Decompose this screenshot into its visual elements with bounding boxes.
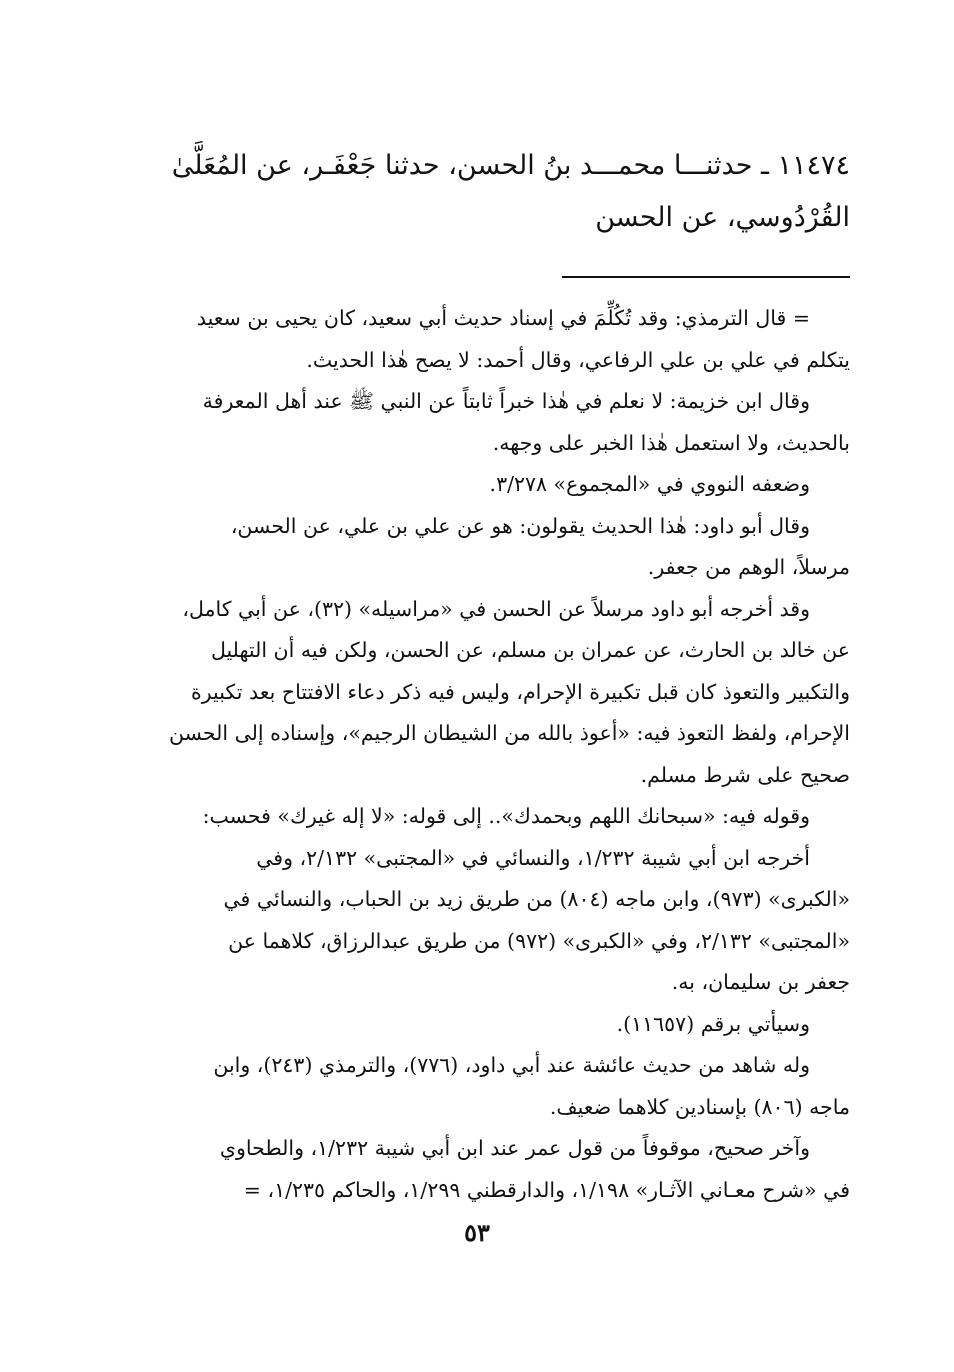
footnote-line: وآخر صحيح، موقوفاً من قول عمر عند ابن أبي شيبة ١/٢٣٢، والطحاوي xyxy=(219,1136,810,1160)
footnote-line: وسيأتي برقم (١١٦٥٧). xyxy=(616,1011,810,1036)
footnote-line: في «شرح معـاني الآثـار» ١/١٩٨، والدارقطني ١/٢٩٩، والحاكم ١/٢٣٥، = xyxy=(243,1177,850,1202)
hadith-line: القُرْدُوسي، عن الحسن xyxy=(595,202,850,233)
footnote-line: ماجه (٨٠٦) بإسنادين كلاهما ضعيف. xyxy=(549,1094,850,1119)
footnote-separator xyxy=(562,276,850,278)
footnotes xyxy=(130,298,850,1211)
footnote-line: صحيح على شرط مسلم. xyxy=(640,762,850,787)
footnote-line: والتكبير والتعوذ كان قبل تكبيرة الإحرام، وليس فيه ذكر دعاء الافتتاح بعد تكبيرة xyxy=(191,679,850,704)
footnote-line: يتكلم في علي بن علي الرفاعي، وقال أحمد: لا يصح هٰذا الحديث. xyxy=(306,347,850,372)
footnote-line: الإحرام، ولفظ التعوذ فيه: «أعوذ بالله من الشيطان الرجيم»، وإسناده إلى الحسن xyxy=(168,721,850,745)
footnote-line: وضعفه النووي في «المجموع» ٣/٢٧٨. xyxy=(489,472,810,496)
footnote-line: مرسلاً، الوهم من جعفر. xyxy=(647,555,850,579)
footnote-line: جعفر بن سليمان، به. xyxy=(671,970,850,994)
hadith-text xyxy=(150,140,850,244)
footnote-line: «المجتبى» ٢/١٣٢، وفي «الكبرى» (٩٧٢) من طريق عبدالرزاق، كلاهما عن xyxy=(228,928,850,953)
footnote-line: «الكبرى» (٩٧٣)، وابن ماجه (٨٠٤) من طريق زيد بن الحباب، والنسائي في xyxy=(223,887,850,911)
footnote-line: أخرجه ابن أبي شيبة ١/٢٣٢، والنسائي في «المجتبى» ٢/١٣٢، وفي xyxy=(256,845,810,870)
footnote-line: عن خالد بن الحارث، عن عمران بن مسلم، عن الحسن، ولكن فيه أن التهليل xyxy=(210,638,850,662)
footnote-line: = قال الترمذي: وقد تُكُلِّمَ في إسناد حديث أبي سعيد، كان يحيى بن سعيد xyxy=(196,306,810,330)
hadith-line: ١١٤٧٤ ـ حدثنـــا محمـــد بنُ الحسن، حدثنا جَعْفَـر، عن المُعَلَّىٰ xyxy=(171,150,850,181)
footnote-line: وقال ابن خزيمة: لا نعلم في هٰذا خبراً ثابتاً عن النبي ﷺ عند أهل المعرفة xyxy=(202,389,810,413)
footnote-line: بالحديث، ولا استعمل هٰذا الخبر على وجهه. xyxy=(492,430,850,455)
footnote-line: وله شاهد من حديث عائشة عند أبي داود، (٧٧٦)، والترمذي (٢٤٣)، وابن xyxy=(213,1053,810,1077)
footnote-line: وقال أبو داود: هٰذا الحديث يقولون: هو عن علي بن علي، عن الحسن، xyxy=(230,513,810,538)
footnote-line: وقد أخرجه أبو داود مرسلاً عن الحسن في «مراسيله» (٣٢)، عن أبي كامل، xyxy=(182,596,810,621)
page-number: ٥٣ xyxy=(464,1218,490,1247)
footnote-line: وقوله فيه: «سبحانك اللهم وبحمدك».. إلى قوله: «لا إله غيرك» فحسب: xyxy=(202,804,810,828)
